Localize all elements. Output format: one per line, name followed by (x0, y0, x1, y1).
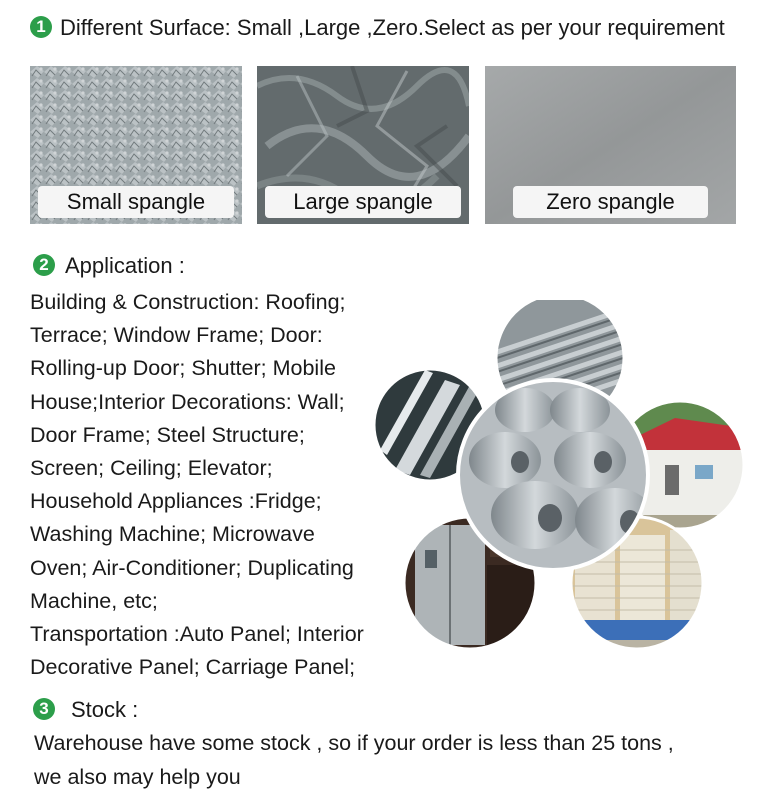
surface-heading: Different Surface: Small ,Large ,Zero.Select as per your requirement (60, 15, 725, 40)
step-three-badge: 3 (33, 698, 55, 720)
stock-heading: Stock : (71, 697, 139, 722)
application-collage (375, 300, 745, 670)
zero-spangle-label: Zero spangle (513, 186, 708, 218)
application-line: Transportation :Auto Panel; Interior (30, 622, 364, 647)
large-spangle-swatch (257, 66, 469, 224)
zero-spangle-swatch (485, 66, 736, 224)
application-line: Oven; Air-Conditioner; Duplicating (30, 555, 354, 580)
application-line: Terrace; Window Frame; Door: (30, 323, 323, 348)
small-spangle-label: Small spangle (38, 186, 234, 218)
application-line: Building & Construction: Roofing; (30, 290, 346, 314)
step-one-badge: 1 (30, 16, 52, 38)
small-spangle-swatch (30, 66, 242, 224)
application-line: Machine, etc; (30, 588, 158, 613)
application-line: Screen; Ceiling; Elevator; (30, 456, 273, 481)
application-line: Washing Machine; Microwave (30, 522, 315, 547)
large-spangle-label: Large spangle (265, 186, 461, 218)
step-two-badge: 2 (33, 254, 55, 276)
application-line: Household Appliances :Fridge; (30, 489, 322, 514)
stock-line: Warehouse have some stock , so if your order is less than 25 tons , (34, 731, 674, 755)
application-list (30, 286, 410, 684)
application-line: Door Frame; Steel Structure; (30, 422, 305, 447)
application-line: Decorative Panel; Carriage Panel; (30, 655, 356, 680)
application-line: Rolling-up Door; Shutter; Mobile (30, 356, 336, 381)
application-line: House;Interior Decorations: Wall; (30, 389, 345, 414)
stock-line: we also may help you (34, 765, 241, 789)
application-heading: Application : (65, 253, 185, 278)
